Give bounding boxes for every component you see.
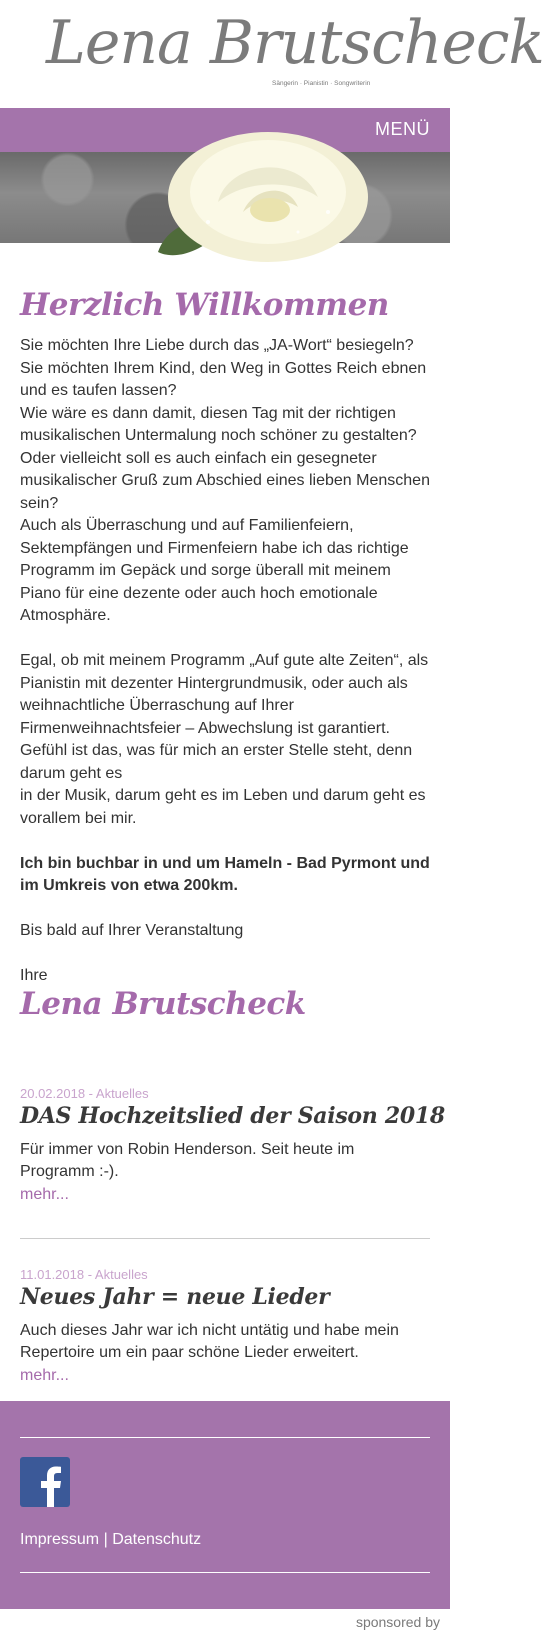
more-link[interactable]: mehr... [20,1185,69,1203]
intro-line: Sie möchten Ihrem Kind, den Weg in Gottes Reich ebnen und es taufen lassen? [20,359,427,399]
news-section [20,1085,445,1401]
closing-text: Bis bald auf Ihrer Veranstaltung [20,922,244,939]
bookable-notice: Ich bin buchbar in und um Hameln - Bad Pyrmont und im Umkreis von etwa 200km. [20,854,430,894]
site-header [0,0,544,108]
news-title[interactable]: Neues Jahr = neue Lieder [20,1283,330,1310]
datenschutz-link[interactable]: Datenschutz [112,1530,202,1548]
menu-button[interactable]: MENÜ [375,119,430,139]
welcome-heading: Herzlich Willkommen [20,287,389,323]
impressum-link[interactable]: Impressum [20,1530,100,1548]
facebook-icon[interactable] [20,1457,70,1507]
site-footer [0,1401,450,1609]
news-meta: 20.02.2018 - Aktuelles [20,1085,149,1101]
white-rose-image [148,102,378,262]
hero-image [0,152,450,243]
signature: Lena Brutscheck [20,985,306,1022]
main-content [0,287,450,1401]
intro-line: Wie wäre es dann damit, diesen Tag mit der richtigen musikalischen Untermalung noch schöner zu gestalten? [20,404,417,444]
divider [20,1238,430,1239]
sponsored-by-text: sponsored by [355,1613,440,1630]
sponsor-bar [0,1609,450,1639]
footer-divider [20,1572,430,1573]
more-link[interactable]: mehr... [20,1366,69,1384]
intro-line: Sie möchten Ihre Liebe durch das „JA-Wort“ besiegeln? [20,337,414,354]
footer-links [20,1531,201,1549]
news-item [20,1267,430,1401]
news-title[interactable]: DAS Hochzeitslied der Saison 2018 [20,1102,445,1129]
logo-tagline: Sängerin · Pianistin · Songwriterin [272,80,371,87]
intro-line: in der Musik, darum geht es im Leben und darum geht es vorallem bei mir. [20,787,426,827]
news-meta: 11.01.2018 - Aktuelles [20,1266,148,1282]
yours-text: Ihre [20,967,48,984]
intro-line: Oder vielleicht soll es auch einfach ein gesegneter musikalischer Gruß zum Abschied eines lieben Menschen sein? [20,449,430,512]
footer-separator: | [103,1530,108,1548]
intro-text [20,335,430,1022]
news-item [20,1085,445,1220]
intro-line: Egal, ob mit meinem Programm „Auf gute alte Zeiten“, als Pianistin mit dezenter Hintergrundmusik, oder auch als weihnachtliche Überraschung auf Ihrer Firmenweihnachtsfeier – Abwechslung ist garantiert. [20,652,429,737]
intro-line: Auch als Überraschung und auf Familienfeiern, Sektempfängen und Firmenfeiern habe ich das richtige Programm im Gepäck und sorge überall mit meinem Piano für eine dezente oder auch hoch emotionale Atmosphäre. [20,517,409,624]
facebook-icon [20,1457,70,1507]
news-text: Für immer von Robin Henderson. Seit heute im Programm :-). [20,1140,355,1180]
footer-divider [20,1437,430,1438]
site-logo[interactable]: Lena Brutscheck [46,8,544,78]
news-text: Auch dieses Jahr war ich nicht untätig und habe mein Repertoire um ein paar schöne Lieder erweitert. [20,1321,399,1361]
intro-line: Gefühl ist das, was für mich an erster Stelle steht, denn darum geht es [20,742,413,782]
